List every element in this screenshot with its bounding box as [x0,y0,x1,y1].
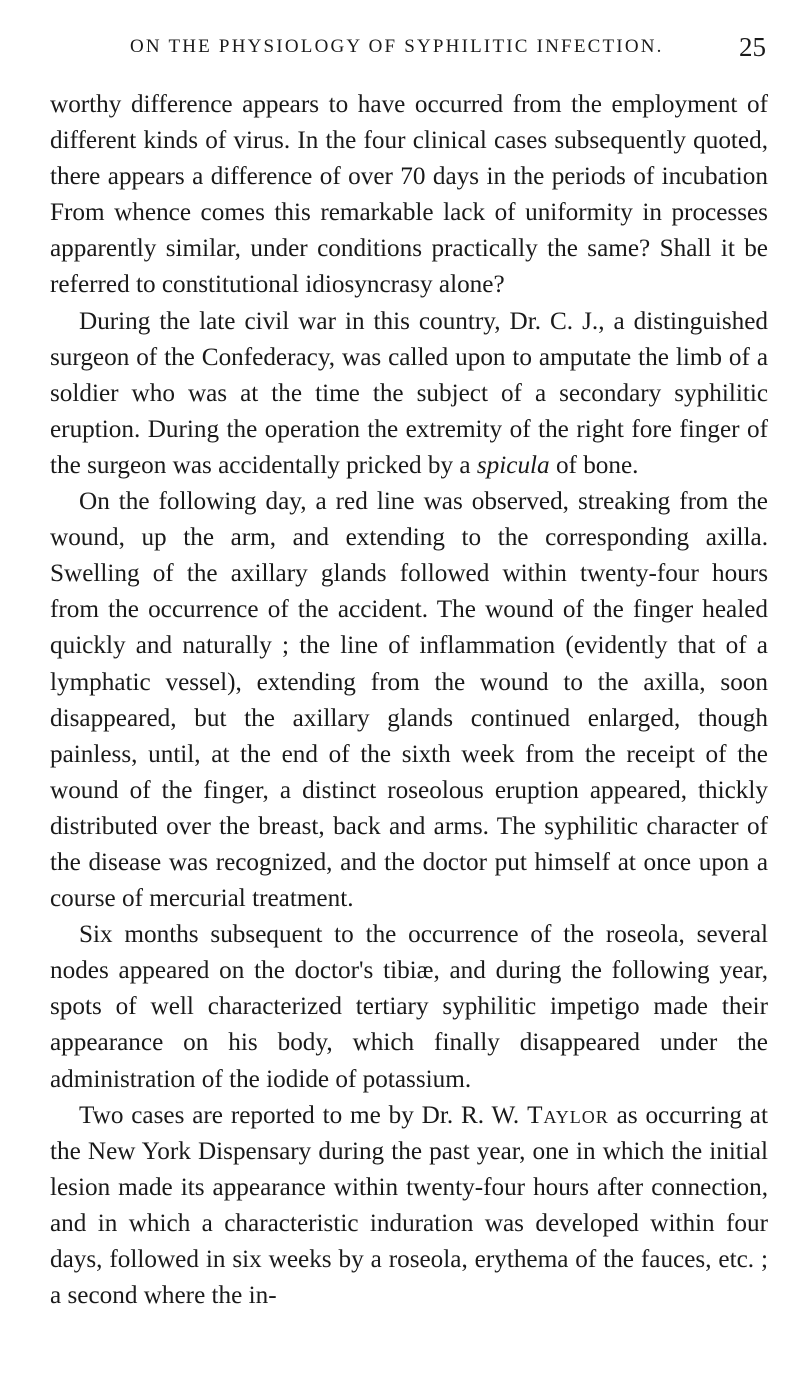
body-text [50,87,768,1314]
paragraph-variability: worthy difference appears to have occurred from the employment of different kinds of virus. In the four clinical cases subsequently quoted, there appears a difference of over 70 days in the periods of incubation From whence comes this remarkable lack of uniformity in processes apparently similar, under conditions practically the same? Shall it be referred to constitutional idiosyncrasy alone? [50,91,768,299]
paragraph-six-months: Six months subsequent to the occurrence of the roseola, several nodes appeared on the doctor's tibiæ, and during the following year, spots of well characterized tertiary syphilitic impetigo made their appearance on his body, which finally disappeared under the administration of the iodide of potassium. [50,921,768,1093]
page-number: 25 [739,32,766,62]
emphasis-spicula: spicula [476,451,550,479]
paragraph-following-day: On the following day, a red line was observed, streaking from the wound, up the arm, and extending to the corresponding axilla. Swelling of the axillary glands followed within twenty-four hours from the occurrence of the accident. The wound of the finger healed quickly and naturally ; the line of inflammation (evidently that of a lymphatic vessel), extending from the wound to the axilla, soon disappeared, but the axillary glands continued enlarged, though painless, until, at the end of the sixth week from the receipt of the wound of the finger, a distinct roseolous eruption appeared, thickly distributed over the breast, back and arms. The syphilitic character of the disease was recognized, and the doctor put himself at once upon a course of mercurial treatment. [50,488,768,913]
paragraph-dispensary-cases: Two cases are reported to me by Dr. R. W. Taylor as occurring at the New York Dispensary during the past year, one in which the initial lesion made its appearance within twenty-four hours after connection, and in which a characteristic induration was developed within four days, followed in six weeks by a roseola, erythema of the fauces, etc. ; a second where the in- [50,1101,768,1310]
author-name-taylor: Taylor [527,1101,609,1129]
paragraph-surgeon-case: During the late civil war in this country, Dr. C. J., a distinguished surgeon of the Confederacy, was called upon to amputate the limb of a soldier who was at the time the subject of a secondary syphilitic eruption. During the operation the extremity of the right fore finger of the surgeon was accidentally pricked by a spicula of bone. [50,307,768,479]
running-head-title: ON THE PHYSIOLOGY OF SYPHILITIC INFECTION. [130,36,664,57]
running-head [50,30,768,64]
book-page [50,0,768,1398]
